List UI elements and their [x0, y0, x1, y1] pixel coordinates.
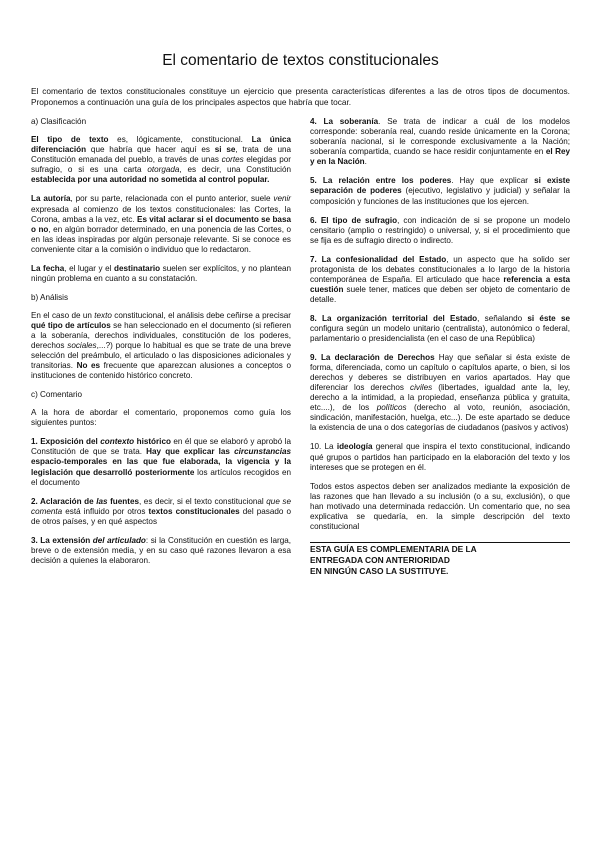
note-line-2: ENTREGADA CON ANTERIORIDAD — [310, 554, 450, 565]
point-4: 4. La soberanía. Se trata de indicar a cuál de los modelos corresponde: soberanía real, cuando reside únicamente en la Corona; soberanía nacional, si le corresponde exclusivamente a la Nación; soberanía compartida, cuando se hace residir conjuntamente en el Rey y en la Nación. — [310, 117, 570, 167]
note-line-3: EN NINGÚN CASO LA SUSTITUYE. — [310, 565, 449, 576]
complementary-note — [310, 542, 570, 577]
point-3: 3. La extensión del articulado: si la Constitución en cuestión es larga, breve o de extensión media, y en su caso qué razones llevaron a esa decisión a quienes la elaboraron. — [31, 535, 292, 565]
paragraph-autoria: La autoría, por su parte, relacionada con el punto anterior, suele venir expresada al comienzo de los textos constitucionales: las Cortes, la Corona, ambas a la vez, etc. Es vital aclarar si el documento se basa o no, en algún borrador determinado, en una ponencia de las Cortes, o en las ideas inspiradas por algún personaje relevante. Si se conoce es conveniente citar a la comisión o individuo que lo redactaron. — [31, 194, 292, 254]
point-2: 2. Aclaración de las fuentes, es decir, si el texto constitucional que se comenta está influido por otros textos constitucionales del pasado o de otros países, y en qué aspectos — [31, 496, 291, 526]
point-9: 9. La declaración de Derechos Hay que señalar si ésta existe de forma, diferenciada, como un capítulo o capítulos aparte, o bien, si los derechos y deberes se distribuyen en varios apartados. Hay que diferenciar los derechos civiles (libertades, igualdad ante la, ley, derecho a la intimidad, a la propiedad, enseñanza pública y gratuita, etc....), de los políticos (derecho al voto, reunión, asociación, sindicación, manifestación, huelga, etc...). De este apartado se deduce la existencia de una o dos categorías de ciudadanos (pasivos y activos) — [310, 353, 570, 433]
point-1: 1. Exposición del contexto histórico en él que se elaboró y aprobó la Constitución de que se trata. Hay que explicar las circunstancias espacio-temporales en las que fue elaborada, la vigencia y la legislación que desarrolló posteriormente los artículos recogidos en el documento — [31, 437, 292, 487]
right-column — [310, 117, 570, 577]
intro-paragraph: El comentario de textos constitucionales constituye un ejercicio que presenta características diferentes a las de otros tipos de documentos. Proponemos a continuación una guía de los principales aspectos que habría que tocar. — [31, 86, 570, 107]
section-heading-a: a) Clasificación — [31, 117, 87, 127]
point-6: 6. El tipo de sufragio, con indicación de si se propone un modelo censitario (amplio o restringido) o universal, y, si el procedimiento que se fija es de sufragio directo o indirecto. — [310, 215, 570, 245]
point-5: 5. La relación entre los poderes. Hay que explicar si existe separación de poderes (ejecutivo, legislativo y judicial) y señalar la composición y funciones de las instituciones que los ejercen. — [310, 176, 571, 206]
point-10: 10. La ideología general que inspira el texto constitucional, indicando qué grupos o partidos han participado en la elaboración del texto y los intereses que se protegen en él. — [310, 442, 570, 472]
note-line-1: ESTA GUÍA ES COMPLEMENTARIA DE LA — [310, 543, 477, 554]
page-title: El comentario de textos constitucionales — [162, 52, 439, 69]
paragraph-analisis: En el caso de un texto constitucional, el análisis debe ceñirse a precisar qué tipo de artículos se han seleccionado en el documento (si refieren a la soberanía, derechos individuales, constitución de los poderes, derechos sociales,...?) porque lo habitual es que se trate de una breve selección del preámbulo, el articulado o las disposiciones adicionales y transitorias. No es frecuente que aparezcan alusiones a conceptos o instituciones de contenido histórico concreto. — [31, 310, 292, 381]
closing-paragraph: Todos estos aspectos deben ser analizados mediante la exposición de las razones que han llevado a su inclusión (o a su, exclusión), o que han motivado una determinada redacción. Un comentario que, no sea explicativa se quedaría, en. la simple descripción del texto constitucional — [310, 481, 570, 531]
section-heading-c: c) Comentario — [31, 390, 83, 400]
paragraph-comentario-intro: A la hora de abordar el comentario, proponemos como guía los siguientes puntos: — [31, 408, 291, 428]
paragraph-fecha: La fecha, el lugar y el destinatario suelen ser explícitos, y no plantean ningún problema en cuanto a su constatación. — [31, 263, 291, 283]
point-7: 7. La confesionalidad del Estado, un aspecto que ha solido ser protagonista de los debates constitucionales a lo largo de la historia contemporánea de España. El articulado que hace referencia a esta cuestión suele tener, matices que deben ser objeto de comentario de detalle. — [310, 254, 570, 304]
point-8: 8. La organización territorial del Estado, señalando si éste se configura según un modelo unitario (centralista), autonómico o federal, parlamentario o presidencialista (en el caso de una República) — [310, 313, 570, 344]
paragraph-tipo: El tipo de texto es, lógicamente, constitucional. La única diferenciación que habría que hacer aquí es si se, trata de una Constitución emanada del pueblo, a través de unas cortes elegidas por sufragio, o si es una carta otorgada, es decir, una Constitución establecida por una autoridad no sometida al control popular. — [31, 135, 292, 185]
left-column — [31, 117, 291, 577]
section-heading-b: b) Análisis — [31, 292, 69, 302]
two-column-body — [31, 117, 570, 577]
